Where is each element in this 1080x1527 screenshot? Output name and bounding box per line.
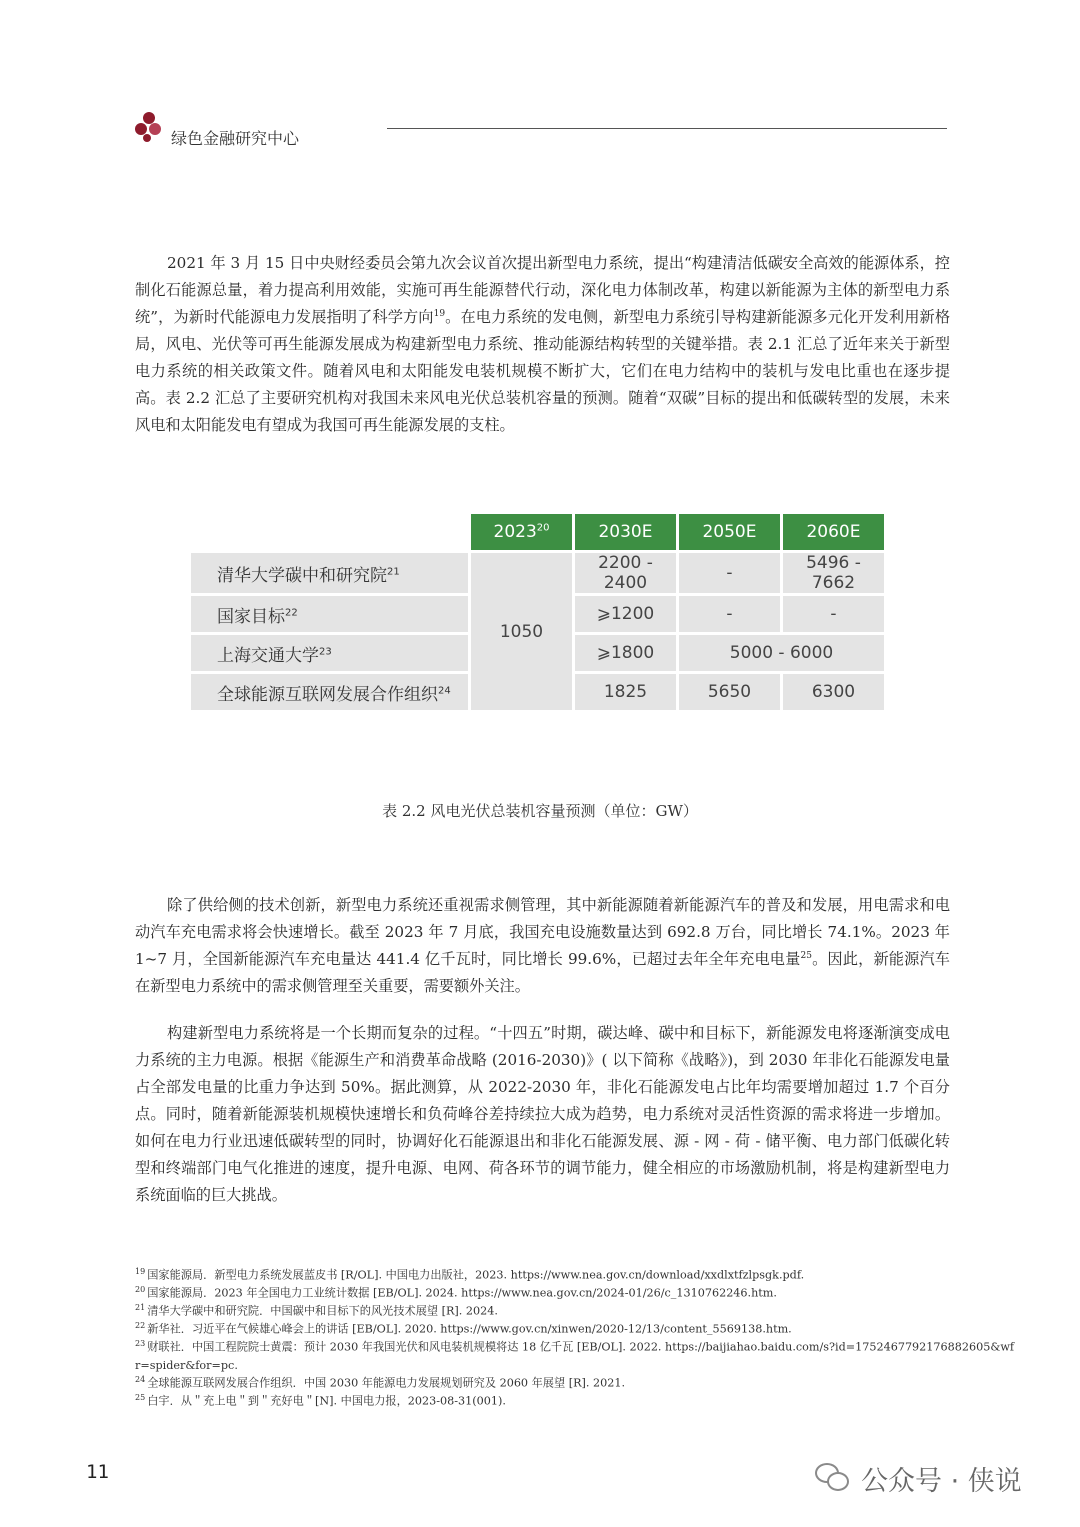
paragraph-text: 。因此，新能源汽车在新型电力系统中的需求侧管理至关重要，需要额外关注。 <box>135 950 950 995</box>
cell-2030e: 1825 <box>575 674 676 710</box>
body-paragraph-1 <box>135 250 950 439</box>
table-header-row <box>191 514 884 550</box>
footnote-ref: 25 <box>800 950 812 961</box>
cell-2050e: - <box>679 553 780 593</box>
row-label-tsinghua: 清华大学碳中和研究院$^{21}$ <box>191 553 468 593</box>
table-caption: 表 2.2 风电光伏总装机容量预测（单位：GW） <box>382 802 698 820</box>
footnote-23: $^{23}$ 财联社．中国工程院院士黄震：预计 2030 年我国光伏和风电装机规模将达 18 亿千瓦 [EB/OL]. 2022. https://baijiahao.baidu.com/s?id=1752467792176882605&wfr=spider&for=pc. <box>135 1339 1015 1372</box>
watermark <box>815 1458 1022 1498</box>
page-header <box>135 112 947 152</box>
watermark-text: 公众号 · 侠说 <box>861 1465 1022 1497</box>
cell-2060e: 6300 <box>783 674 884 710</box>
footnote-24: $^{24}$ 全球能源互联网发展合作组织．中国 2030 年能源电力发展规划研究及 2060 年展望 [R]. 2021. <box>135 1375 626 1390</box>
organization-name: 绿色金融研究中心 <box>171 129 300 148</box>
body-paragraph-2 <box>135 892 950 1000</box>
row-label-national-target: 国家目标$^{22}$ <box>191 596 468 632</box>
footnote-20: $^{20}$ 国家能源局．2023 年全国电力工业统计数据 [EB/OL]. 2024. https://www.nea.gov.cn/2024-01/26/c_1310762246.htm. <box>135 1285 777 1300</box>
footnote-19: $^{19}$ 国家能源局．新型电力系统发展蓝皮书 [R/OL]. 中国电力出版社，2023. https://www.nea.gov.cn/download/xxdlxtfzlpsgk.pdf. <box>135 1267 805 1282</box>
wechat-icon <box>815 1463 851 1493</box>
row-label-geidco: 全球能源互联网发展合作组织$^{24}$ <box>191 674 468 710</box>
cell-2050e: 5650 <box>679 674 780 710</box>
cell-2023-shared: 1050 <box>471 553 572 710</box>
cell-2050e-2060e-merged: 5000 - 6000 <box>679 635 884 671</box>
column-header-2060e: 2060E <box>783 514 884 550</box>
body-paragraph-3 <box>135 1020 950 1209</box>
cell-2060e: - <box>783 596 884 632</box>
organization-logo-icon <box>135 112 163 146</box>
table-row <box>191 553 884 593</box>
row-label-sjtu: 上海交通大学$^{23}$ <box>191 635 468 671</box>
cell-2030e: ⩾1800 <box>575 635 676 671</box>
cell-2030e: 2200 - 2400 <box>575 553 676 593</box>
cell-2060e: 5496 - 7662 <box>783 553 884 593</box>
footnote-ref: 19 <box>433 308 446 319</box>
table-corner-cell <box>191 514 468 550</box>
column-header-2030e: 2030E <box>575 514 676 550</box>
paragraph-text: 。在电力系统的发电侧，新型电力系统引导构建新能源多元化开发利用新格局，风电、光伏等可再生能源发展成为构建新型电力系统、推动能源结构转型的关键举措。表 2.1 汇总了近年来关于新型电力系统的相关政策文件。随着风电和太阳能发电装机规模不断扩大，它们在电力结构中的装机与发电比重也在逐步提高。表 2.2 汇总了主要研究机构对我国未来风电光伏总装机容量的预测。随着“双碳”目标的提出和低碳转型的发展，未来风电和太阳能发电有望成为我国可再生能源发展的支柱。 <box>135 308 951 434</box>
footnote-22: $^{22}$ 新华社．习近平在气候雄心峰会上的讲话 [EB/OL]. 2020. https://www.gov.cn/xinwen/2020-12/13/content_5569138.htm. <box>135 1321 792 1336</box>
footnote-21: $^{21}$ 清华大学碳中和研究院．中国碳中和目标下的风光技术展望 [R]. 2024. <box>135 1303 498 1318</box>
paragraph-text: 构建新型电力系统将是一个长期而复杂的过程。“十四五”时期，碳达峰、碳中和目标下，新能源发电将逐渐演变成电力系统的主力电源。根据《能源生产和消费革命战略 (2016-2030)》( 以下简称《战略》)，到 2030 年非化石能源发电量占全部发电量的比重力争达到 50%。据此测算，从 2022-2030 年，非化石能源发电占比年均需要增加超过 1.7 个百分点。同时，随着新能源装机规模快速增长和负荷峰谷差持续拉大成为趋势，电力系统对灵活性资源的需求将进一步增加。如何在电力行业迅速低碳转型的同时，协调好化石能源退出和非化石能源发展、源 - 网 - 荷 - 储平衡、电力部门低碳化转型和终端部门电气化推进的速度，提升电源、电网、荷各环节的调节能力，健全相应的市场激励机制，将是构建新型电力系统面临的巨大挑战。 <box>135 1024 950 1204</box>
capacity-forecast-table <box>188 511 887 713</box>
paragraph-text: 除了供给侧的技术创新，新型电力系统还重视需求侧管理，其中新能源随着新能源汽车的普及和发展，用电需求和电动汽车充电需求将会快速增长。截至 2023 年 7 月底，我国充电设施数量达到 692.8 万台，同比增长 74.1%。2023 年 1~7 月，全国新能源汽车充电量达 441.4 亿千瓦时，同比增长 99.6%，已超过去年全年充电电量 <box>135 896 950 968</box>
column-header-2023: 2023$^{20}$ <box>471 514 572 550</box>
page-number: 11 <box>86 1461 109 1483</box>
paragraph-text: 2021 年 3 月 15 日中央财经委员会第九次会议首次提出新型电力系统，提出“构建清洁低碳安全高效的能源体系，控制化石能源总量，着力提高利用效能，实施可再生能源替代行动，深化电力体制改革，构建以新能源为主体的新型电力系统”，为新时代能源电力发展指明了科学方向 <box>135 254 950 326</box>
column-header-2050e: 2050E <box>679 514 780 550</box>
cell-2050e: - <box>679 596 780 632</box>
cell-2030e: ⩾1200 <box>575 596 676 632</box>
header-divider <box>387 128 947 129</box>
footnote-25: $^{25}$ 白宇．从＂充上电＂到＂充好电＂[N]. 中国电力报，2023-08-31(001). <box>135 1393 506 1408</box>
